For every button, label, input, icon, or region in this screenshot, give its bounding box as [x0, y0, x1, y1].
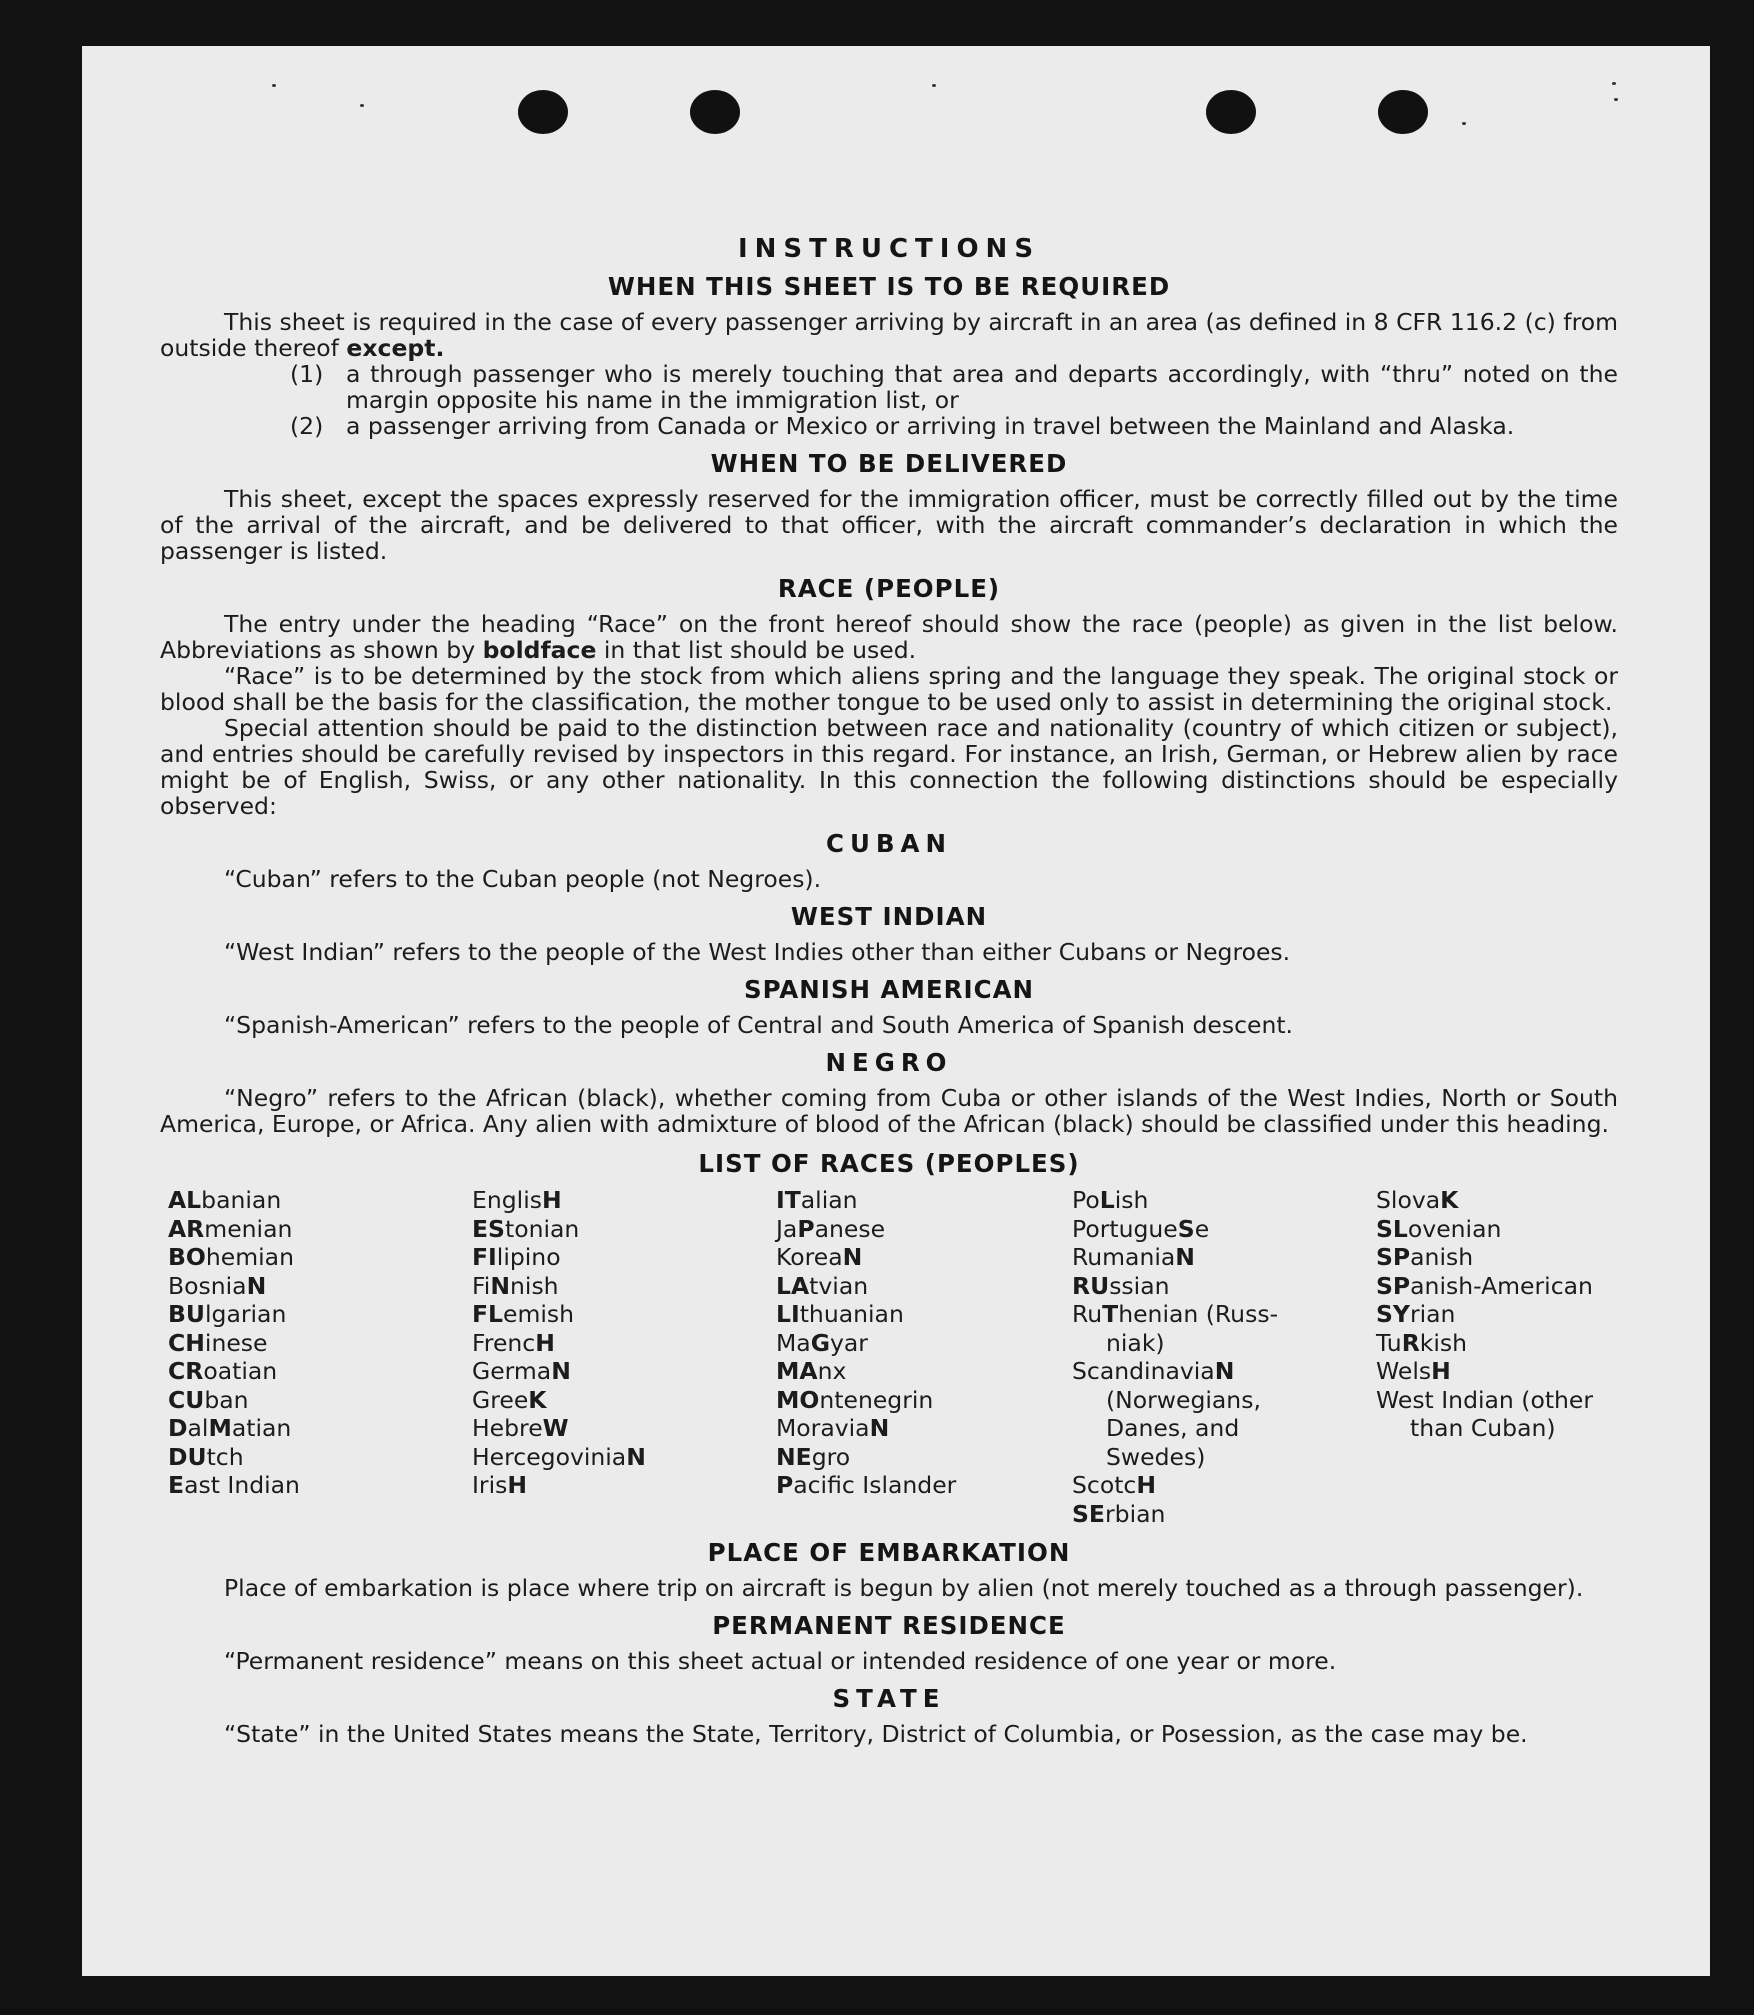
race-column — [472, 1186, 776, 1528]
punch-hole — [1206, 90, 1256, 134]
section-heading-embarkation: PLACE OF EMBARKATION — [707, 1538, 1071, 1567]
dust-speck — [1614, 98, 1618, 101]
section-heading-cuban: CUBAN — [825, 829, 952, 858]
race-column — [1072, 1186, 1376, 1528]
race-item: JaPanese — [776, 1214, 886, 1243]
dust-speck — [1612, 82, 1616, 85]
race-item: HebreW — [472, 1414, 569, 1442]
race-item: ScandinaviaN — [1072, 1357, 1235, 1385]
race-item: CUban — [168, 1385, 249, 1414]
race-item: ALbanian — [168, 1186, 282, 1214]
exception-item-1: (1) a through passenger who is merely touching that area and departs accordingly, with “thru” noted on the margin opposite his name in the immigration list, or — [290, 360, 1618, 414]
race-item: RuThenian (Russ- — [1072, 1300, 1279, 1328]
negro-text: “Negro” refers to the African (black), whether coming from Cuba or other islands of the West Indies, North or South America, Europe, or Africa. Any alien with admixture of blood of the African (black) should be classified under this heading. — [160, 1084, 1618, 1138]
race-list — [168, 1186, 1618, 1528]
dust-speck — [1462, 122, 1466, 125]
race-item: ScotcH — [1072, 1471, 1157, 1499]
race-item: SPanish — [1376, 1243, 1474, 1271]
race-item: EStonian — [472, 1214, 580, 1243]
race-item: SErbian — [1072, 1499, 1166, 1528]
race-item: EnglisH — [472, 1186, 562, 1214]
race-item: KoreaN — [776, 1243, 863, 1271]
embarkation-text: Place of embarkation is place where trip on aircraft is begun by alien (not merely touched as a through passenger). — [224, 1574, 1584, 1602]
race-item: BosniaN — [168, 1271, 267, 1300]
race-item: CHinese — [168, 1328, 268, 1357]
spanish-american-text: “Spanish-American” refers to the people of Central and South America of Spanish descent. — [224, 1011, 1294, 1039]
race-item: HercegoviniaN — [472, 1442, 646, 1471]
section-heading-delivered: WHEN TO BE DELIVERED — [710, 449, 1068, 478]
race-item: FrencH — [472, 1328, 555, 1357]
race-item: PoLish — [1072, 1186, 1149, 1214]
race-item: West Indian (other — [1376, 1385, 1594, 1414]
delivered-text: This sheet, except the spaces expressly reserved for the immigration officer, must be correctly filled out by the time of the arrival of the aircraft, and be delivered to that officer, with the aircraft commander’s declaration in which the passenger is listed. — [160, 485, 1618, 565]
section-heading-required: WHEN THIS SHEET IS TO BE REQUIRED — [607, 272, 1171, 301]
race-column — [168, 1186, 472, 1528]
race-item: MOntenegrin — [776, 1385, 934, 1414]
race-item: WelsH — [1376, 1357, 1451, 1385]
race-item: MAnx — [776, 1357, 847, 1385]
required-intro: This sheet is required in the case of every passenger arriving by aircraft in an area (as defined in 8 CFR 116.2 (c) from outside thereof except. — [160, 308, 1618, 362]
punch-hole — [1378, 90, 1428, 134]
race-item: SPanish-American — [1376, 1271, 1593, 1300]
race-item: SYrian — [1376, 1300, 1456, 1328]
section-heading-spanish-american: SPANISH AMERICAN — [743, 975, 1035, 1004]
race-paragraph-3: Special attention should be paid to the distinction between race and nationality (country of which citizen or subject), and entries should be carefully revised by inspectors in this regard. For instance, an Irish, German, or Hebrew alien by race might be of English, Swiss, or any other nationality. In this connection the following distinctions should be especially observed: — [160, 714, 1618, 820]
race-item: FiNnish — [472, 1271, 559, 1300]
race-item: IrisH — [472, 1471, 528, 1499]
race-item: ITalian — [776, 1186, 858, 1214]
race-item: FIlipino — [472, 1243, 561, 1271]
race-item: (Norwegians, — [1106, 1385, 1261, 1414]
race-item: niak) — [1106, 1328, 1165, 1357]
state-text: “State” in the United States means the State, Territory, District of Columbia, or Posession, as the case may be. — [224, 1720, 1528, 1748]
race-column — [776, 1186, 1072, 1528]
cuban-text: “Cuban” refers to the Cuban people (not Negroes). — [224, 865, 822, 893]
race-item: PortugueSe — [1072, 1214, 1210, 1243]
dust-speck — [932, 84, 936, 87]
race-item: LAtvian — [776, 1271, 869, 1300]
race-item: LIthuanian — [776, 1300, 904, 1328]
section-heading-list-of-races: LIST OF RACES (PEOPLES) — [698, 1149, 1080, 1178]
race-item: GermaN — [472, 1357, 571, 1385]
race-item: Danes, and — [1106, 1414, 1240, 1442]
section-heading-race: RACE (PEOPLE) — [777, 574, 1001, 603]
race-item: East Indian — [168, 1471, 300, 1499]
residence-text: “Permanent residence” means on this sheet actual or intended residence of one year or more. — [224, 1647, 1337, 1675]
exception-item-2: (2) a passenger arriving from Canada or Mexico or arriving in travel between the Mainland and Alaska. — [290, 412, 1515, 440]
race-item: BUlgarian — [168, 1300, 287, 1328]
race-item: SlovaK — [1376, 1186, 1459, 1214]
race-item: NEgro — [776, 1442, 851, 1471]
race-item: DUtch — [168, 1442, 244, 1471]
race-item: TuRkish — [1376, 1328, 1468, 1357]
west-indian-text: “West Indian” refers to the people of the West Indies other than either Cubans or Negroes. — [224, 938, 1291, 966]
race-item: FLemish — [472, 1300, 575, 1328]
race-item: RumaniaN — [1072, 1243, 1195, 1271]
race-paragraph-2: “Race” is to be determined by the stock from which aliens spring and the language they speak. The original stock or blood shall be the basis for the classification, the mother tongue to be used only to assist in determining the original stock. — [160, 662, 1618, 716]
race-paragraph-1: The entry under the heading “Race” on the front hereof should show the race (people) as given in the list below. Abbreviations as shown by boldface in that list should be used. — [160, 610, 1618, 664]
punch-hole — [518, 90, 568, 134]
race-item: CRoatian — [168, 1357, 278, 1385]
race-item: BOhemian — [168, 1243, 294, 1271]
race-item: than Cuban) — [1410, 1414, 1556, 1442]
section-heading-west-indian: WEST INDIAN — [790, 902, 988, 931]
dust-speck — [360, 104, 364, 107]
race-item: DalMatian — [168, 1414, 292, 1442]
page-title: INSTRUCTIONS — [737, 234, 1041, 264]
section-heading-negro: NEGRO — [825, 1048, 953, 1077]
race-item: GreeK — [472, 1385, 547, 1414]
instruction-sheet — [82, 46, 1710, 1976]
race-item: MoraviaN — [776, 1414, 890, 1442]
section-heading-state: STATE — [832, 1684, 946, 1713]
punch-hole — [690, 90, 740, 134]
race-item: ARmenian — [168, 1214, 293, 1243]
race-item: Pacific Islander — [776, 1471, 957, 1499]
race-item: Swedes) — [1106, 1442, 1206, 1471]
section-heading-residence: PERMANENT RESIDENCE — [712, 1611, 1066, 1640]
race-item: MaGyar — [776, 1328, 868, 1357]
dust-speck — [272, 84, 276, 87]
race-column — [1376, 1186, 1618, 1528]
race-item: SLovenian — [1376, 1214, 1502, 1243]
race-item: RUssian — [1072, 1271, 1170, 1300]
